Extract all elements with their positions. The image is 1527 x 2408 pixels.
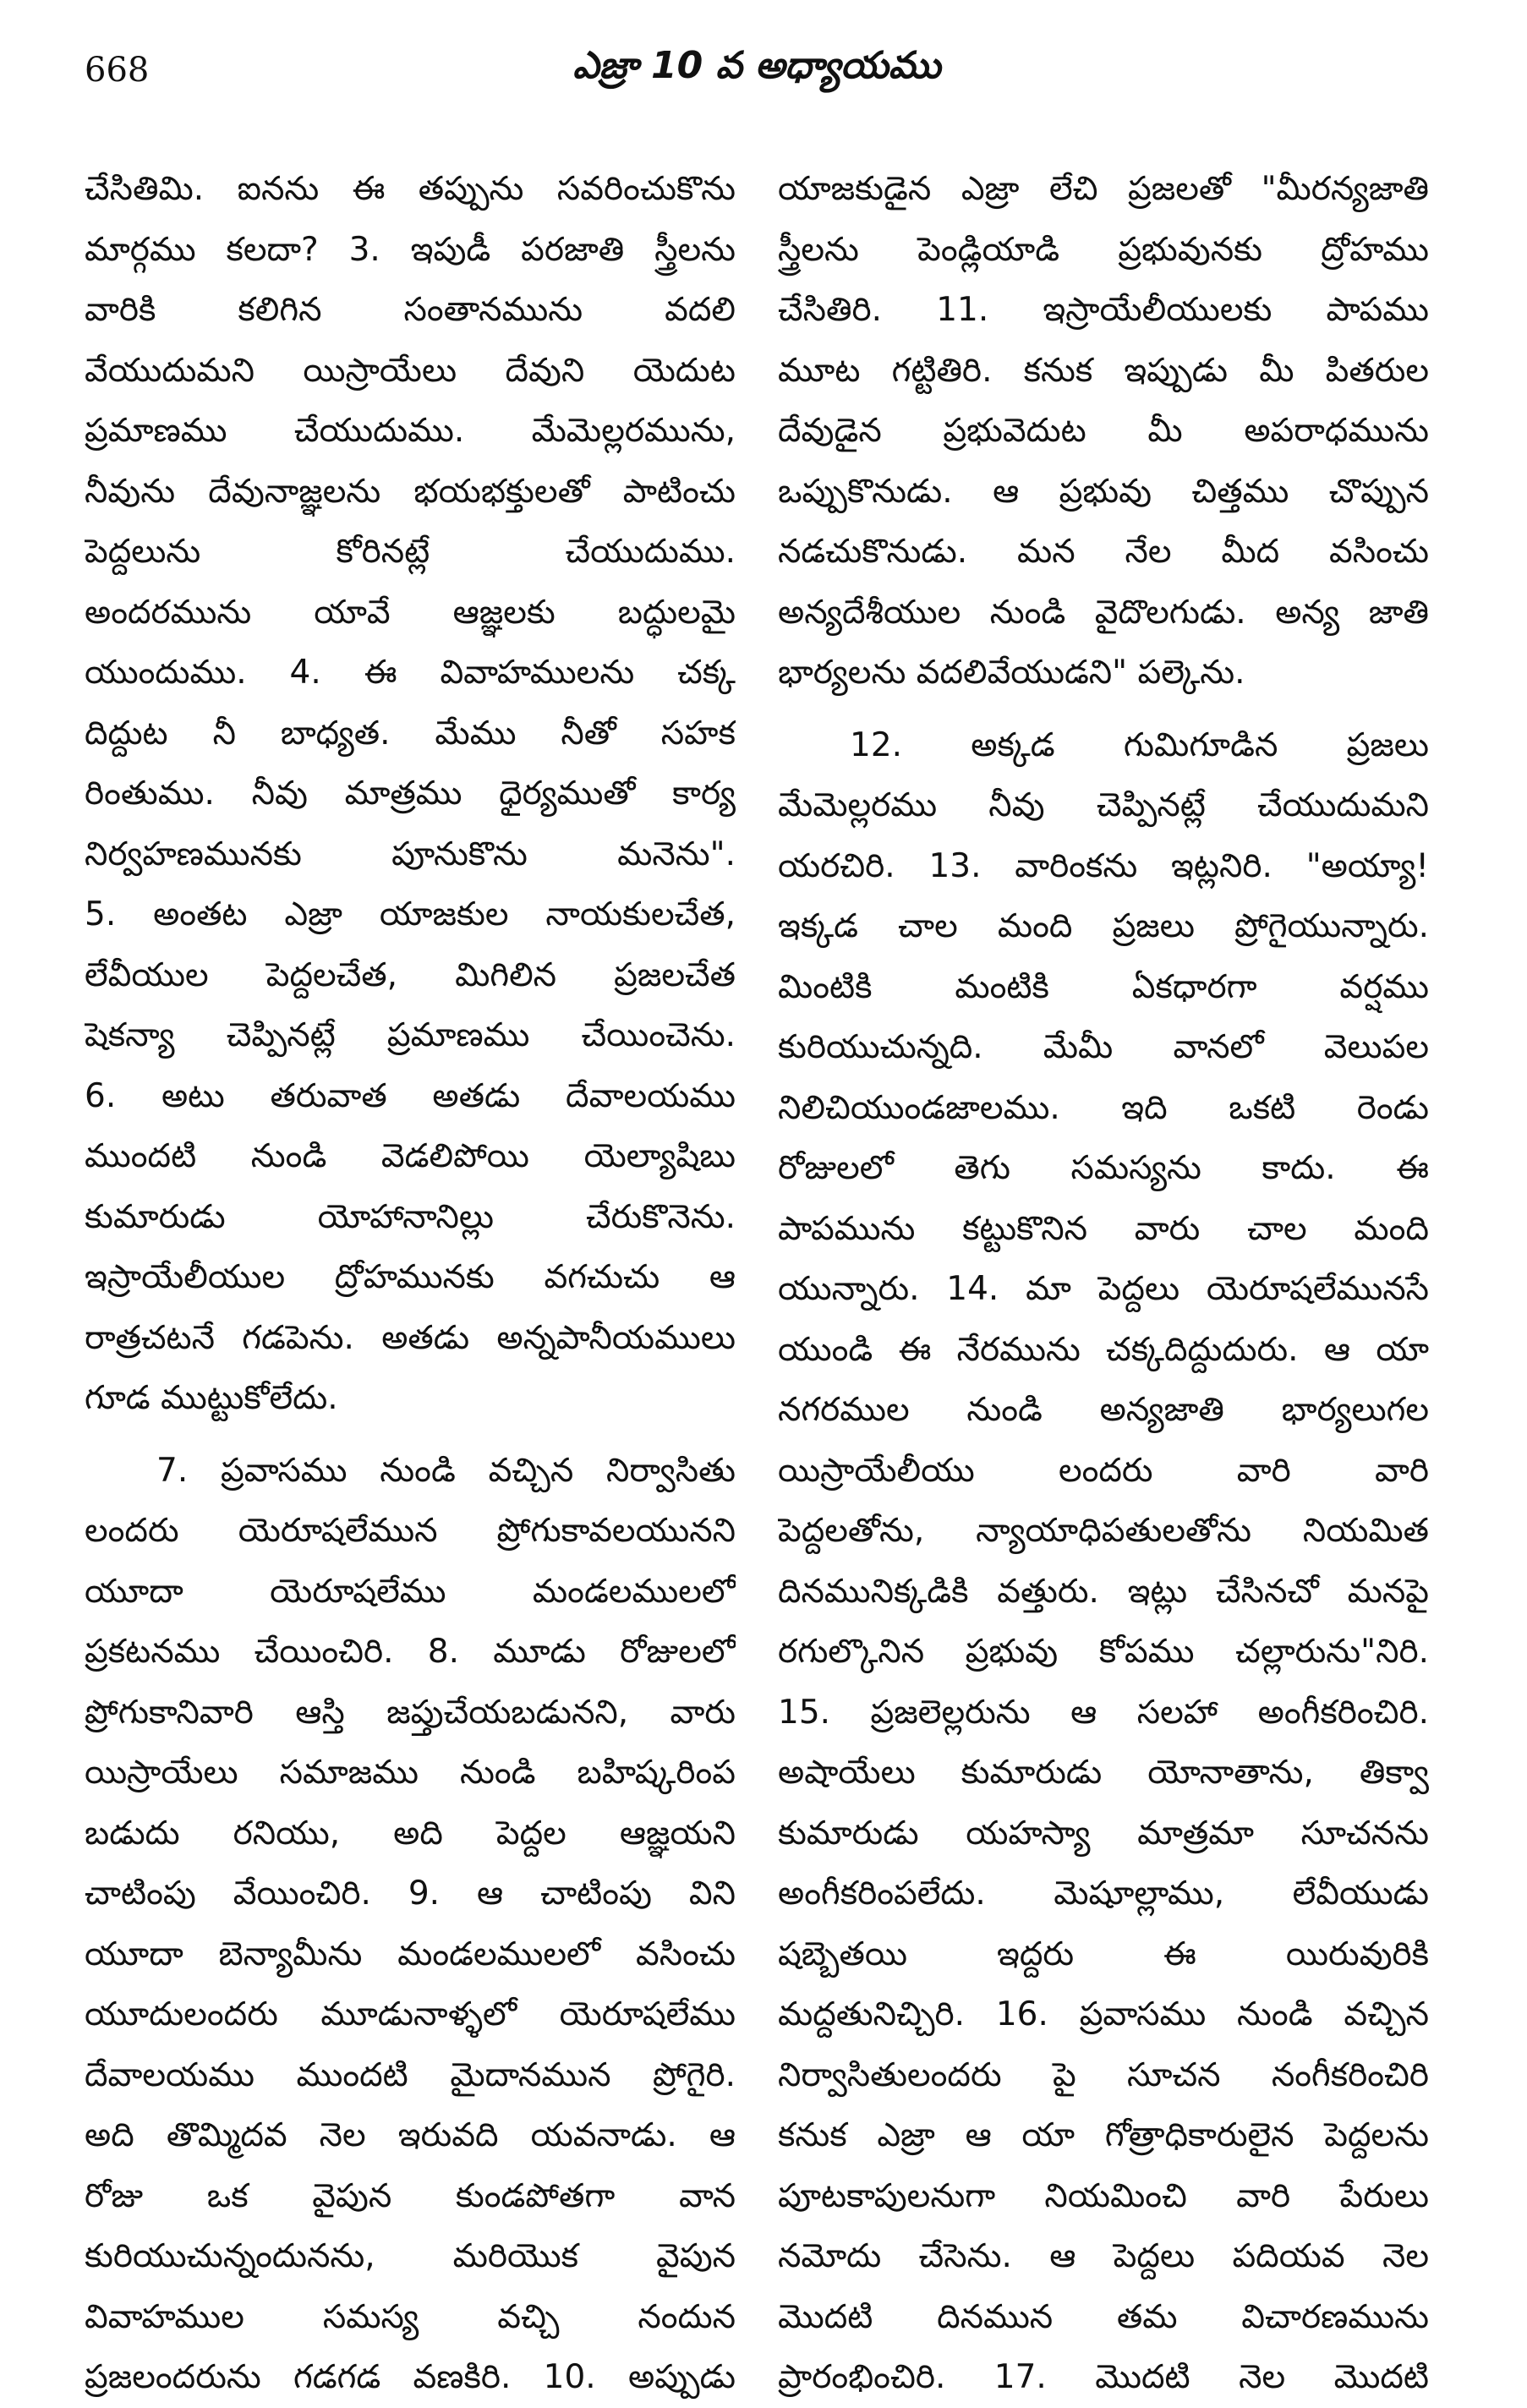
text-line: దేవాలయము ముందటి మైదానమున ప్రోగైరి. xyxy=(85,2055,736,2094)
chapter-title: ఎజ్రా 10 వ అధ్యాయము xyxy=(572,44,941,87)
text-line: నమోదు చేసెను. ఆ పెద్దలు పదియవ నెల xyxy=(778,2237,1429,2275)
text-line: పూటకాపులనుగా నియమించి వారి పేరులు xyxy=(778,2176,1429,2215)
text-line: పెద్దలును కోరినట్లే చేయుదుము. xyxy=(85,533,736,571)
text-line: రింతుము. నీవు మాత్రము ధైర్యముతో కార్య xyxy=(85,774,736,813)
text-line: షబ్బెతయి ఇద్దరు ఈ యిరువురికి xyxy=(778,1935,1429,1973)
text-line: దినమునిక్కడికి వత్తురు. ఇట్లు చేసినచో మనపై xyxy=(778,1572,1429,1611)
text-line: ప్రమాణము చేయుదుము. మేమెల్లరమును, xyxy=(85,412,736,450)
text-line: 6. అటు తరువాత అతడు దేవాలయము xyxy=(85,1076,736,1115)
text-line: చాటింపు వేయించిరి. 9. ఆ చాటింపు విని xyxy=(85,1874,736,1913)
text-line: రోజులలో తెగు సమస్యను కాదు. ఈ xyxy=(778,1149,1429,1187)
text-line: రోజు ఒక వైపున కుండపోతగా వాన xyxy=(85,2176,736,2215)
text-line: వారికి కలిగిన సంతానమును వదలి xyxy=(85,291,736,329)
text-line: మేమెల్లరము నీవు చెప్పినట్లే చేయుదుమని xyxy=(778,786,1429,824)
text-line: ముందటి నుండి వెడలిపోయి యెల్యాషిబు xyxy=(85,1137,736,1175)
text-line: స్త్రీలను పెండ్లియాడి ప్రభువునకు ద్రోహము xyxy=(778,230,1429,269)
text-line: బడుదు రనియు, అది పెద్దల ఆజ్ఞయని xyxy=(85,1814,736,1853)
text-line: మింటికి మంటికి ఏకధారగా వర్షము xyxy=(778,967,1429,1006)
text-line: కుమారుడు యహస్యా మాత్రమా సూచనను xyxy=(778,1814,1429,1853)
text-line: ప్రజలందరును గడగడ వణకిరి. 10. అప్పుడు xyxy=(85,2358,736,2396)
text-line: మూట గట్టితిరి. కనుక ఇప్పుడు మీ పితరుల xyxy=(778,351,1429,390)
text-line: రగుల్కొనిన ప్రభువు కోపము చల్లారును"నిరి. xyxy=(778,1633,1429,1671)
text-line: పాపమును కట్టుకొనిన వారు చాల మంది xyxy=(778,1209,1429,1248)
text-line: ఇస్రాయేలీయుల ద్రోహమునకు వగచుచు ఆ xyxy=(85,1258,736,1296)
text-line: ప్రారంభించిరి. 17. మొదటి నెల మొదటి xyxy=(778,2358,1429,2396)
text-line: కురియుచున్నది. మేమీ వానలో వెలుపల xyxy=(778,1028,1429,1066)
text-line: ఒప్పుకొనుడు. ఆ ప్రభువు చిత్తము చొప్పున xyxy=(778,472,1429,511)
text-line: 7. ప్రవాసము నుండి వచ్చిన నిర్వాసితు xyxy=(156,1451,736,1490)
text-line: షెకన్యా చెప్పినట్లే ప్రమాణము చేయించెను. xyxy=(85,1016,736,1054)
page-header xyxy=(85,44,1429,112)
text-line: నిర్వహణమునకు పూనుకొను మనెను". xyxy=(85,835,736,873)
text-line: అంగీకరింపలేదు. మెషూల్లాము, లేవీయుడు xyxy=(778,1874,1429,1913)
right-column xyxy=(778,159,1429,2408)
text-line: ఇక్కడ చాల మంది ప్రజలు ప్రోగైయున్నారు. xyxy=(778,907,1429,945)
text-line: యిస్రాయేలీయు లందరు వారి వారి xyxy=(778,1451,1429,1490)
text-line: వేయుదుమని యిస్రాయేలు దేవుని యెదుట xyxy=(85,351,736,390)
text-line: దిద్దుట నీ బాధ్యత. మేము నీతో సహక xyxy=(85,714,736,752)
text-line: నడచుకొనుడు. మన నేల మీద వసించు xyxy=(778,533,1429,571)
text-line: గూడ ముట్టుకోలేదు. xyxy=(85,1379,338,1417)
text-line: నీవును దేవునాజ్ఞలను భయభక్తులతో పాటించు xyxy=(85,472,736,511)
text-line: యరచిరి. 13. వారింకను ఇట్లనిరి. "అయ్యా! xyxy=(778,846,1429,885)
text-line: లందరు యెరూషలేమున ప్రోగుకావలయునని xyxy=(85,1512,736,1550)
text-line: నిర్వాసితులందరు పై సూచన నంగీకరించిరి xyxy=(778,2055,1429,2094)
text-line: 12. అక్కడ గుమిగూడిన ప్రజలు xyxy=(850,725,1429,764)
text-line: చేసితిరి. 11. ఇస్రాయేలీయులకు పాపము xyxy=(778,291,1429,329)
text-line: 15. ప్రజలెల్లరును ఆ సలహా అంగీకరించిరి. xyxy=(778,1693,1429,1732)
text-line: యూదా బెన్యామీను మండలములలో వసించు xyxy=(85,1935,736,1973)
text-line: భార్యలను వదలివేయుడని" పల్కెను. xyxy=(778,654,1245,692)
text-line: యూదులందరు మూడునాళ్ళలో యెరూషలేము xyxy=(85,1995,736,2033)
text-line: ప్రకటనము చేయించిరి. 8. మూడు రోజులలో xyxy=(85,1633,736,1671)
text-line: పెద్దలతోను, న్యాయాధిపతులతోను నియమిత xyxy=(778,1512,1429,1550)
text-line: నగరముల నుండి అన్యజాతి భార్యలుగల xyxy=(778,1391,1429,1429)
text-line: దేవుడైన ప్రభువెదుట మీ అపరాధమును xyxy=(778,412,1429,450)
text-line: నిలిచియుండజాలము. ఇది ఒకటి రెండు xyxy=(778,1088,1429,1127)
text-line: యూదా యెరూషలేము మండలములలో xyxy=(85,1572,736,1611)
text-line: అన్యదేశీయుల నుండి వైదొలగుడు. అన్య జాతి xyxy=(778,593,1429,632)
text-line: అషాయేలు కుమారుడు యోనాతాను, తిక్వా xyxy=(778,1754,1429,1792)
text-line: కురియుచున్నందునను, మరియొక వైపున xyxy=(85,2237,736,2275)
text-line: అందరమును యావే ఆజ్ఞలకు బద్ధులమై xyxy=(85,593,736,632)
text-line: కుమారుడు యోహానానిల్లు చేరుకొనెను. xyxy=(85,1197,736,1236)
text-line: రాత్రచటనే గడపెను. అతడు అన్నపానీయములు xyxy=(85,1318,736,1357)
text-line: మద్దతునిచ్చిరి. 16. ప్రవాసము నుండి వచ్చిన xyxy=(778,1995,1429,2033)
text-line: యుందుము. 4. ఈ వివాహములను చక్క xyxy=(85,654,736,692)
text-line: కనుక ఎజ్రా ఆ యా గోత్రాధికారులైన పెద్దలను xyxy=(778,2116,1429,2154)
text-line: వివాహముల సమస్య వచ్చి నందున xyxy=(85,2297,736,2336)
text-line: అది తొమ్మిదవ నెల ఇరువది యవనాడు. ఆ xyxy=(85,2116,736,2154)
text-line: లేవీయుల పెద్దలచేత, మిగిలిన ప్రజలచేత xyxy=(85,955,736,994)
text-line: మార్గము కలదా? 3. ఇపుడీ పరజాతి స్త్రీలను xyxy=(85,230,736,269)
text-line: మొదటి దినమున తమ విచారణమును xyxy=(778,2297,1429,2336)
left-column xyxy=(85,159,736,2408)
text-line: యాజకుడైన ఎజ్రా లేచి ప్రజలతో "మీరన్యజాతి xyxy=(778,170,1429,208)
text-line: 5. అంతట ఎజ్రా యాజకుల నాయకులచేత, xyxy=(85,895,736,933)
text-line: యుండి ఈ నేరమును చక్కదిద్దుదురు. ఆ యా xyxy=(778,1330,1429,1369)
text-line: చేసితిమి. ఐనను ఈ తప్పును సవరించుకొను xyxy=(85,170,736,208)
text-line: ప్రోగుకానివారి ఆస్తి జప్తుచేయబడునని, వారు xyxy=(85,1693,736,1732)
page-number: 668 xyxy=(85,51,150,90)
text-line: యిస్రాయేలు సమాజము నుండి బహిష్కరింప xyxy=(85,1754,736,1792)
text-line: యున్నారు. 14. మా పెద్దలు యెరూషలేమునసే xyxy=(778,1270,1429,1308)
